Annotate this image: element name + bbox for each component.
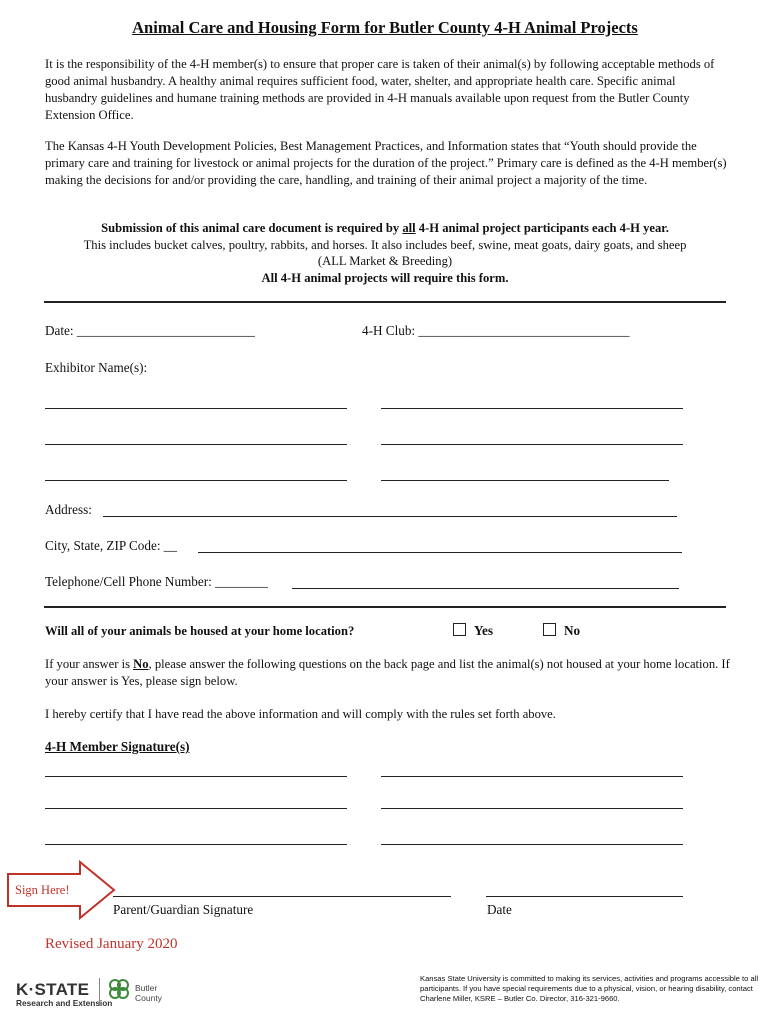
- yes-checkbox[interactable]: [453, 623, 466, 636]
- signature-date-line[interactable]: [486, 896, 683, 897]
- address-line[interactable]: [103, 516, 677, 517]
- instructions-no-emphasis: No: [133, 657, 149, 671]
- accessibility-notice: Kansas State University is committed to making its services, activities and programs accessible to all participants. If you have special requirements due to a physical, vision, or hearing disability, contact Charlene Miller, KSRE – Butler Co. Director, 316-321-9660.: [420, 974, 759, 1003]
- member-signature-line-5[interactable]: [45, 844, 347, 845]
- instructions-post: , please answer the following questions on the back page and list the animal(s) not housed at your home location. If your answer is Yes, please sign below.: [45, 657, 730, 688]
- kstate-logo-name: K·STATE: [16, 980, 90, 999]
- parent-signature-label: Parent/Guardian Signature: [113, 902, 254, 917]
- parent-signature-line[interactable]: [113, 896, 451, 897]
- no-checkbox[interactable]: [543, 623, 556, 636]
- signature-date-label: Date: [487, 902, 512, 917]
- kstate-logo-subtitle: Research and Extension: [16, 998, 113, 1008]
- address-label: Address:: [45, 502, 92, 517]
- notice-line-2: This includes bucket calves, poultry, rabbits, and horses. It also includes beef, swine, meat goats, dairy goats, and sheep: [83, 237, 687, 252]
- yes-label: Yes: [474, 623, 494, 638]
- city-state-zip-label: City, State, ZIP Code: __: [45, 538, 177, 553]
- housing-instructions: [45, 656, 730, 690]
- exhibitor-name-line-5[interactable]: [45, 480, 347, 481]
- housing-question: Will all of your animals be housed at your home location?: [45, 624, 355, 638]
- member-signature-line-1[interactable]: [45, 776, 347, 777]
- phone-label: Telephone/Cell Phone Number: ________: [45, 574, 268, 589]
- exhibitor-name-line-6[interactable]: [381, 480, 669, 481]
- butler-county-label: [135, 983, 162, 1003]
- city-state-zip-line[interactable]: [198, 552, 682, 553]
- notice-all-emphasis: all: [402, 221, 416, 235]
- notice-block: [40, 220, 730, 286]
- housing-yes-option[interactable]: [453, 623, 493, 639]
- certify-statement: I hereby certify that I have read the above information and will comply with the rules set forth above.: [45, 707, 556, 721]
- member-signature-line-4[interactable]: [381, 808, 683, 809]
- section-divider-top: [44, 301, 726, 303]
- exhibitor-name-line-2[interactable]: [381, 408, 683, 409]
- intro-paragraph-1: It is the responsibility of the 4-H member(s) to ensure that proper care is taken of their animal(s) by following acceptable methods of good animal husbandry. A healthy animal requires sufficient food, water, shelter, and appropriate health care. Specific animal husbandry guidelines and humane training methods are provided in 4-H manuals available upon request from the Butler County Extension Office.: [45, 57, 715, 122]
- date-field[interactable]: Date: ___________________________: [45, 323, 255, 338]
- butler-label: Butler: [135, 983, 158, 993]
- notice-line-1: [40, 220, 730, 237]
- notice-line-3: (ALL Market & Breeding): [317, 254, 453, 268]
- four-h-clover-icon: [106, 976, 132, 1002]
- club-field[interactable]: 4-H Club: ________________________________: [362, 323, 630, 338]
- exhibitor-name-line-3[interactable]: [45, 444, 347, 445]
- logo-separator: [99, 978, 100, 1006]
- county-label: County: [135, 993, 162, 1003]
- sign-here-label: Sign Here!: [15, 883, 70, 897]
- no-label: No: [564, 623, 581, 638]
- housing-no-option[interactable]: [543, 623, 580, 639]
- exhibitor-names-label: Exhibitor Name(s):: [45, 360, 148, 375]
- instructions-pre: If your answer is: [45, 657, 134, 671]
- member-signatures-heading: 4-H Member Signature(s): [45, 739, 190, 754]
- notice-line-1-pre: Submission of this animal care document is required by: [101, 221, 403, 235]
- notice-line-4: All 4-H animal projects will require this form.: [261, 270, 509, 285]
- member-signature-line-6[interactable]: [381, 844, 683, 845]
- page-title: Animal Care and Housing Form for Butler County 4-H Animal Projects: [132, 18, 638, 37]
- exhibitor-name-line-4[interactable]: [381, 444, 683, 445]
- revised-date: Revised January 2020: [45, 936, 178, 952]
- exhibitor-name-line-1[interactable]: [45, 408, 347, 409]
- phone-line[interactable]: [292, 588, 679, 589]
- intro-paragraph-2: The Kansas 4-H Youth Development Policies, Best Management Practices, and Information states that “Youth should provide the primary care and training for livestock or animal projects for the duration of the project.” Primary care is defined as the 4-H member(s) making the decisions for and/or providing the care, handling, and training of their animal project a majority of the time.: [45, 139, 727, 187]
- member-signature-line-2[interactable]: [381, 776, 683, 777]
- section-divider-middle: [44, 606, 726, 608]
- member-signature-line-3[interactable]: [45, 808, 347, 809]
- notice-line-1-post: 4-H animal project participants each 4-H year.: [415, 221, 669, 235]
- kstate-logo: [16, 980, 112, 1008]
